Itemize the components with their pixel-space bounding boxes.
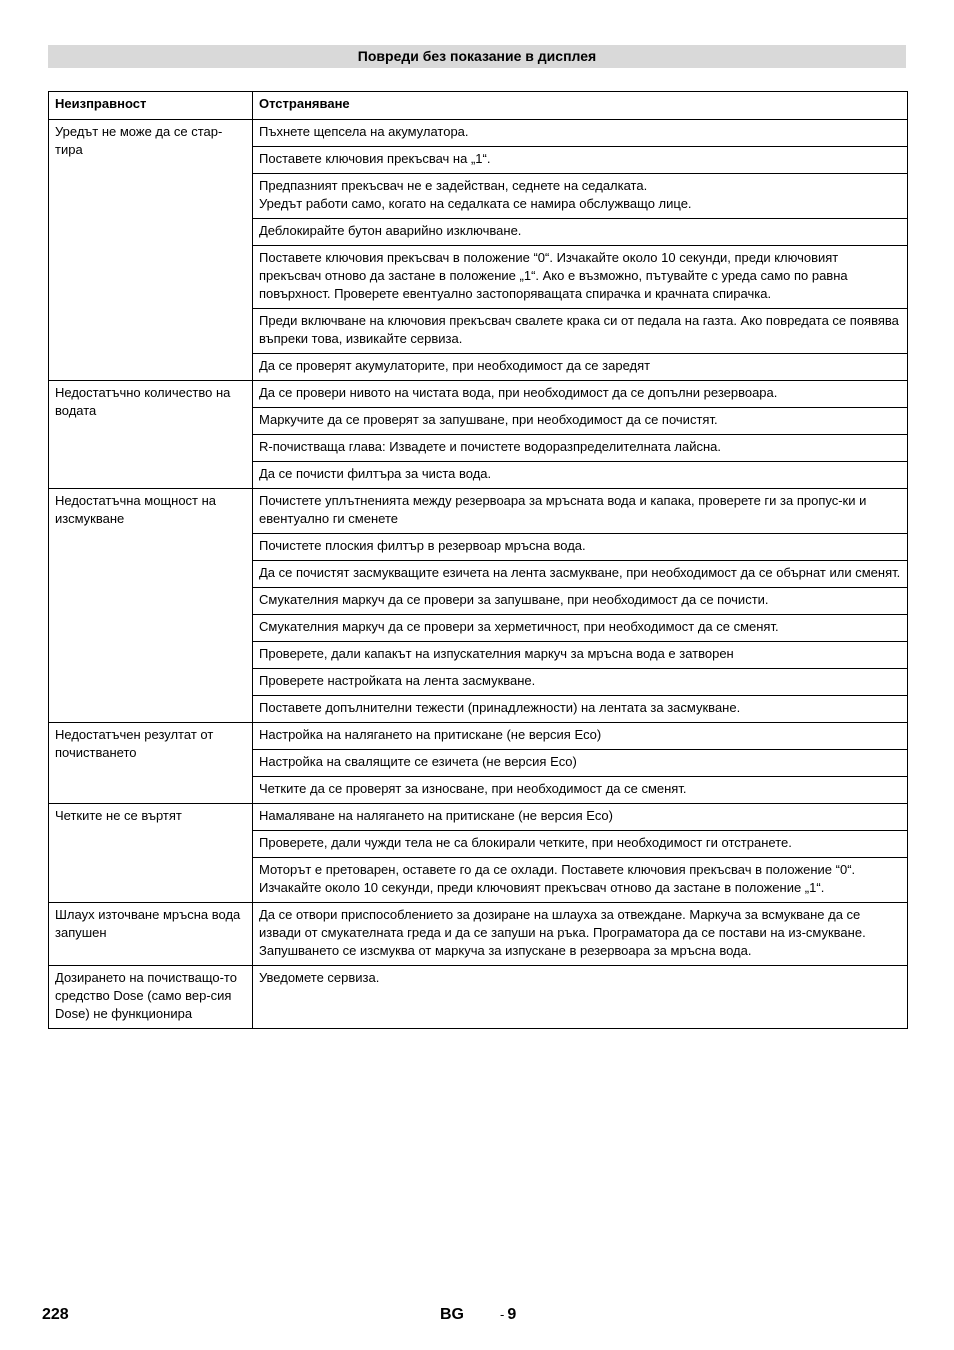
remedy-cell: Да се проверят акумулаторите, при необходимост да се заредят [253, 354, 908, 381]
sub-page-value: 9 [507, 1306, 517, 1323]
section-title: Повреди без показание в дисплея [48, 45, 906, 68]
remedy-cell: Поставете ключовия прекъсвач на „1“. [253, 147, 908, 174]
sub-page-dash: - [500, 1307, 505, 1322]
remedy-cell: Преди включване на ключовия прекъсвач свалете крака си от педала на газта. Ако повредата се появява въпреки това, извикайте сервиза. [253, 309, 908, 354]
remedy-cell: Маркучите да се проверят за запушване, при необходимост да се почистят. [253, 408, 908, 435]
remedy-cell: Предпазният прекъсвач не е задействан, седнете на седалката. Уредът работи само, когато на седалката се намира обслужващо лице. [253, 174, 908, 219]
remedy-cell: Уведомете сервиза. [253, 966, 908, 1029]
language-code: BG [440, 1306, 464, 1323]
remedy-cell: Почистете уплътненията между резервоара за мръсната вода и капака, проверете ги за пропус-ки и евентуално ги сменете [253, 489, 908, 534]
column-header-fault: Неизправност [49, 92, 253, 120]
remedy-cell: R-почистваща глава: Извадете и почистете водоразпределителната лайсна. [253, 435, 908, 462]
fault-cell: Недостатъчна мощност на изсмукване [49, 489, 253, 723]
remedy-cell: Поставете ключовия прекъсвач в положение “0“. Изчакайте около 10 секунди, преди ключовият прекъсвач отново да застане в положение „1“. Ако е възможно, пътувайте с уреда само по равна повърхност. Проверете евентуално застопоряващата спирачка и крачната спирачка. [253, 246, 908, 309]
remedy-cell: Смукателния маркуч да се провери за херметичност, при необходимост да се сменят. [253, 615, 908, 642]
remedy-cell: Да се провери нивото на чистата вода, при необходимост да се допълни резервоара. [253, 381, 908, 408]
table-body [49, 120, 908, 1029]
fault-cell: Шлаух източване мръсна вода запушен [49, 903, 253, 966]
fault-cell: Недостатъчен резултат от почистването [49, 723, 253, 804]
remedy-cell: Да се отвори приспособлението за дозиране на шлауха за отвеждане. Маркуча за всмукване да се извади от смукателната греда и да се запуши на ръка. Програматора да се постави на из-смукване. Запушването се изсмуква от маркуча за изпускане в резервоара за мръсна вода. [253, 903, 908, 966]
remedy-cell: Деблокирайте бутон аварийно изключване. [253, 219, 908, 246]
fault-cell: Недостатъчно количество на водата [49, 381, 253, 489]
remedy-cell: Настройка на свалящите се езичета (не версия Eco) [253, 750, 908, 777]
remedy-cell: Да се почистят засмукващите езичета на лента засмукване, при необходимост да се обърнат или сменят. [253, 561, 908, 588]
remedy-cell: Да се почисти филтъра за чиста вода. [253, 462, 908, 489]
table-row [49, 903, 908, 966]
remedy-cell: Проверете, дали чужди тела не са блокирали четките, при необходимост ги отстранете. [253, 831, 908, 858]
table-row [49, 120, 908, 147]
remedy-cell: Поставете допълнителни тежести (принадлежности) на лентата за засмукване. [253, 696, 908, 723]
troubleshooting-table [48, 91, 908, 1029]
table-header-row [49, 92, 908, 120]
table-row [49, 723, 908, 750]
table-row [49, 381, 908, 408]
remedy-cell: Почистете плоския филтър в резервоар мръсна вода. [253, 534, 908, 561]
table-row [49, 966, 908, 1029]
remedy-cell: Смукателния маркуч да се провери за запушване, при необходимост да се почисти. [253, 588, 908, 615]
table-row [49, 489, 908, 534]
remedy-cell: Проверете, дали капакът на изпускателния маркуч за мръсна вода е затворен [253, 642, 908, 669]
remedy-cell: Пъхнете щепсела на акумулатора. [253, 120, 908, 147]
remedy-cell: Четките да се проверят за износване, при необходимост да се сменят. [253, 777, 908, 804]
page-number: 228 [42, 1306, 69, 1323]
table-row [49, 804, 908, 831]
sub-page-number [500, 1306, 516, 1324]
fault-cell: Четките не се въртят [49, 804, 253, 903]
column-header-remedy: Отстраняване [253, 92, 908, 120]
remedy-cell: Настройка на налягането на притискане (не версия Eco) [253, 723, 908, 750]
remedy-cell: Намаляване на налягането на притискане (не версия Eco) [253, 804, 908, 831]
fault-cell: Уредът не може да се стар-тира [49, 120, 253, 381]
fault-cell: Дозирането на почистващо-то средство Dose (само вер-сия Dose) не функционира [49, 966, 253, 1029]
remedy-cell: Моторът е претоварен, оставете го да се охлади. Поставете ключовия прекъсвач в положение “0“. Изчакайте около 10 секунди, преди ключовият прекъсвач отново да застане в положение „1“. [253, 858, 908, 903]
remedy-cell: Проверете настройката на лента засмукване. [253, 669, 908, 696]
